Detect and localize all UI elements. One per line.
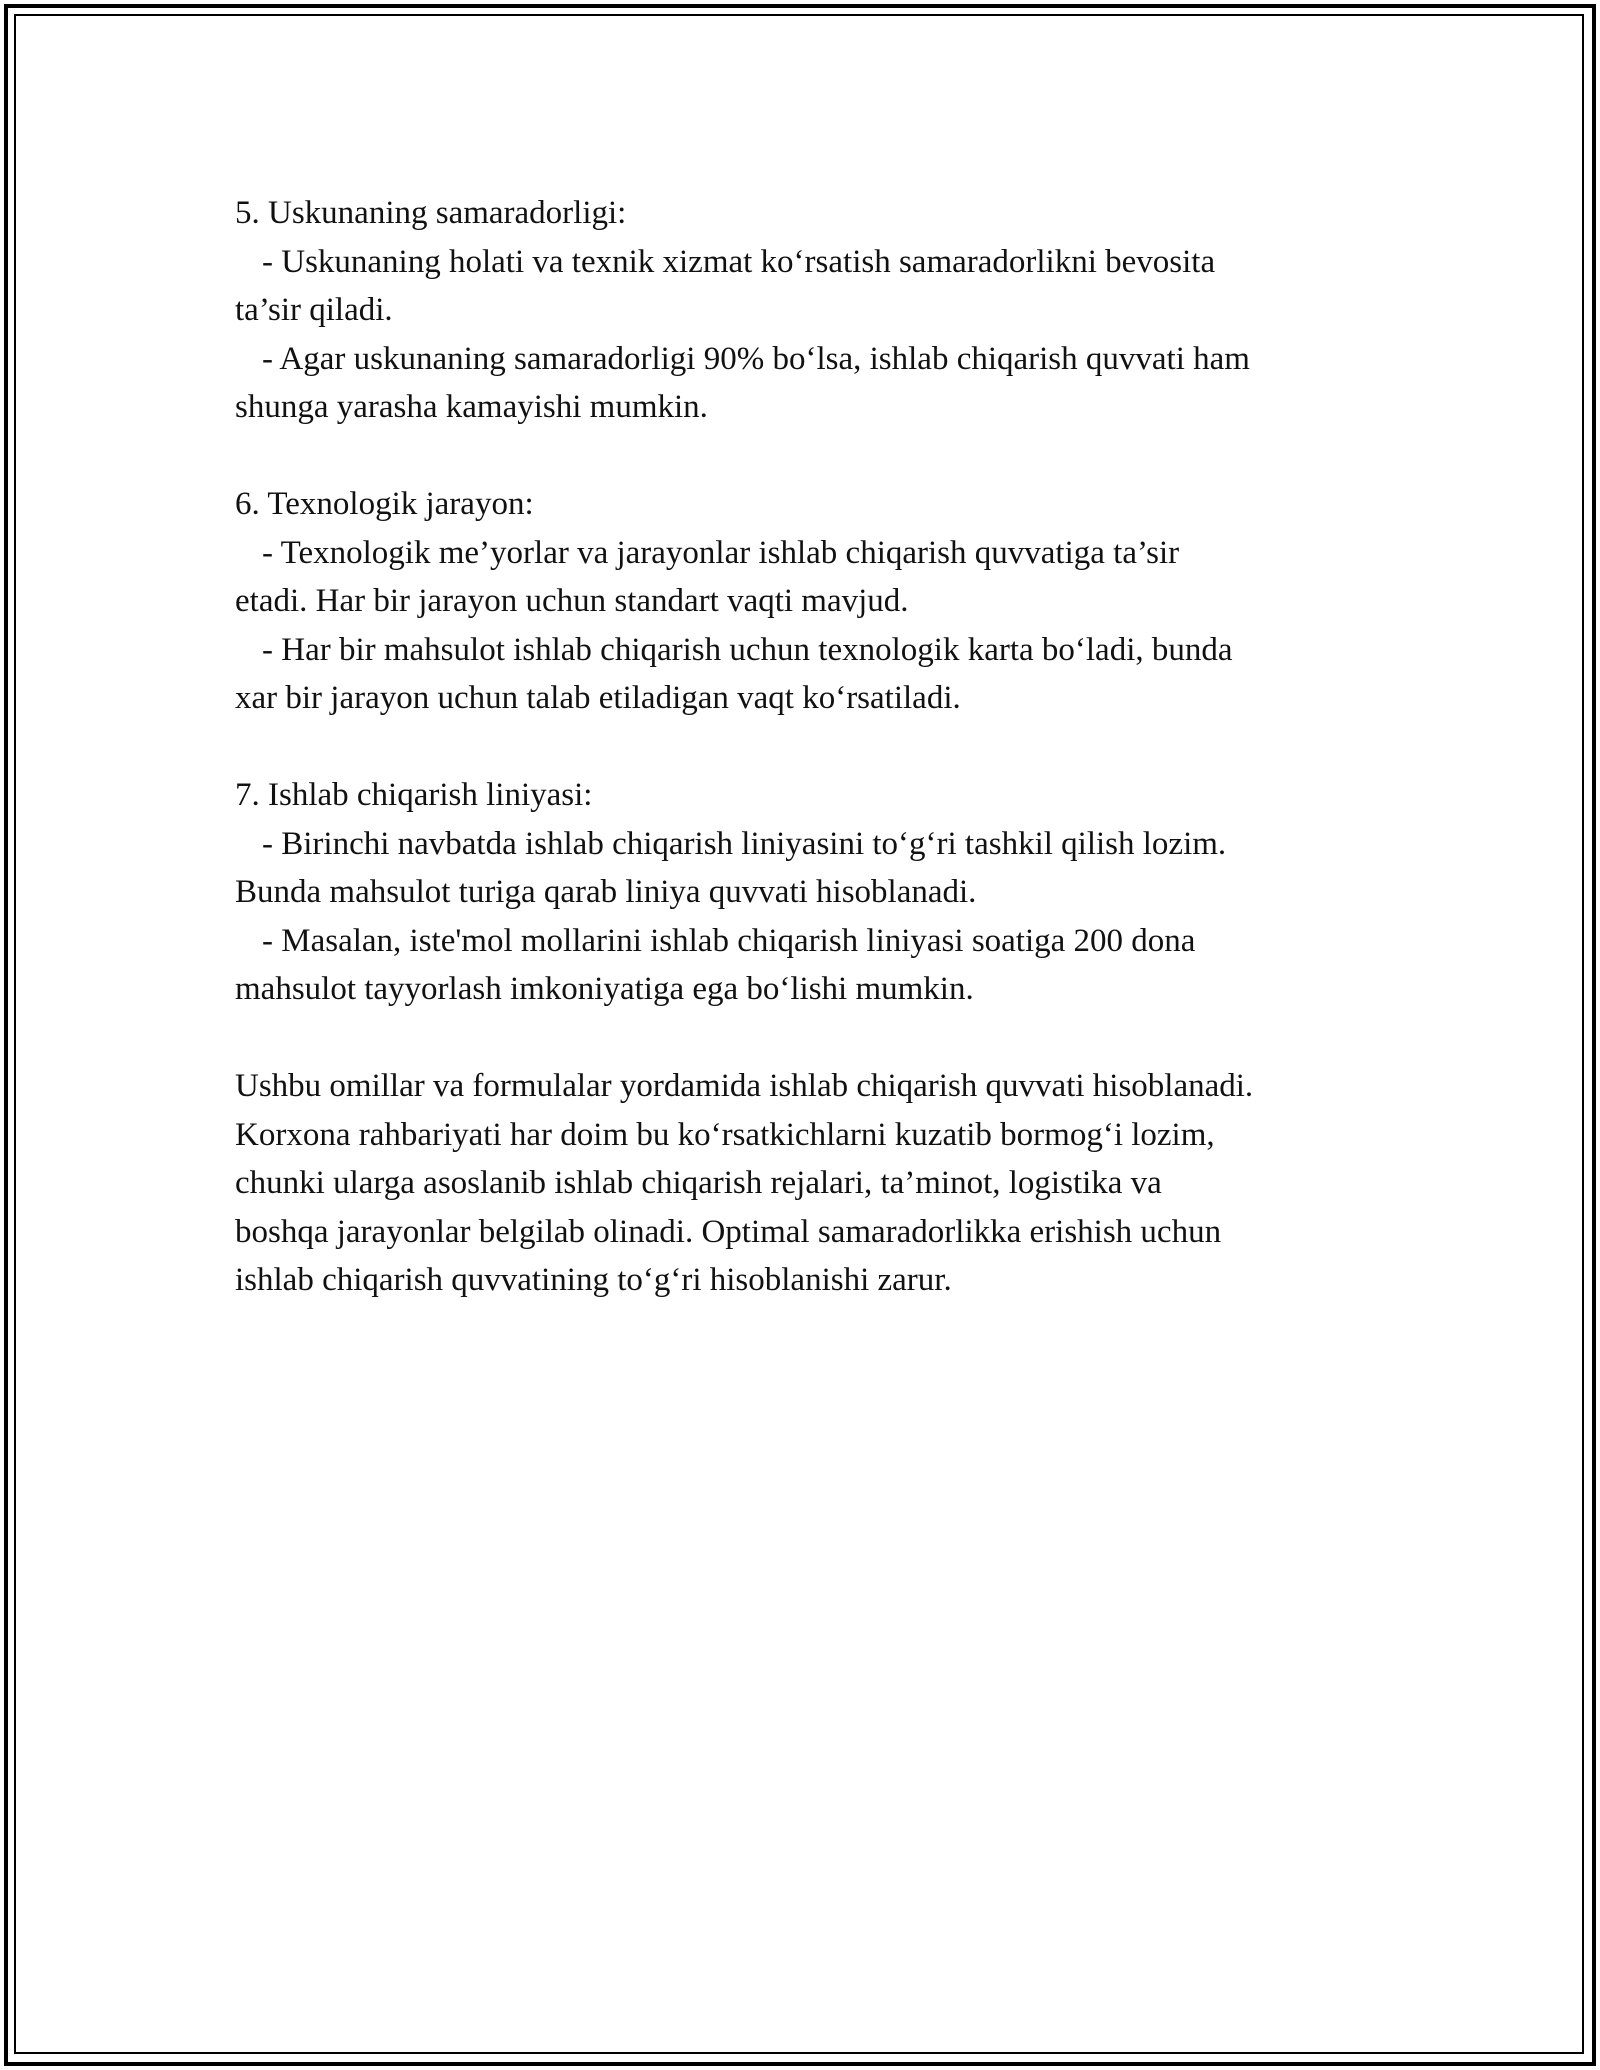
bullet-line: - Har bir mahsulot ishlab chiqarish uchun texnologik karta bo‘ladi, bunda (262, 631, 1233, 668)
document-body (235, 189, 1385, 1353)
bullet-line: - Texnologik me’yorlar va jarayonlar ishlab chiqarish quvvatiga ta’sir (262, 534, 1180, 571)
bullet-line: - Agar uskunaning samaradorligi 90% bo‘lsa, ishlab chiqarish quvvati ham (262, 340, 1250, 377)
section-heading: 5. Uskunaning samaradorligi: (235, 195, 627, 231)
section-heading: 7. Ishlab chiqarish liniyasi: (235, 777, 593, 813)
continuation-line: xar bir jarayon uchun talab etiladigan vaqt ko‘rsatiladi. (235, 680, 961, 716)
bullet-line: - Birinchi navbatda ishlab chiqarish liniyasini to‘g‘ri tashkil qilish lozim. (262, 825, 1227, 862)
section-heading: 6. Texnologik jarayon: (235, 486, 534, 522)
section-technological-process (235, 480, 1385, 723)
conclusion-paragraph (235, 1062, 1385, 1305)
section-equipment-efficiency (235, 189, 1385, 432)
continuation-line: shunga yarasha kamayishi mumkin. (235, 389, 708, 425)
paragraph-line: boshqa jarayonlar belgilab olinadi. Optimal samaradorlikka erishish uchun (235, 1213, 1222, 1250)
paragraph-line: Ushbu omillar va formulalar yordamida ishlab chiqarish quvvati hisoblanadi. (235, 1068, 1254, 1104)
paragraph-line: chunki ularga asoslanib ishlab chiqarish rejalari, ta’minot, logistika va (235, 1165, 1162, 1201)
continuation-line: etadi. Har bir jarayon uchun standart vaqti mavjud. (235, 583, 909, 619)
continuation-line: Bunda mahsulot turiga qarab liniya quvvati hisoblanadi. (235, 874, 977, 910)
bullet-line: - Uskunaning holati va texnik xizmat ko‘rsatish samaradorlikni bevosita (262, 243, 1216, 280)
continuation-line: mahsulot tayyorlash imkoniyatiga ega bo‘lishi mumkin. (235, 971, 974, 1007)
bullet-line: - Masalan, iste'mol mollarini ishlab chiqarish liniyasi soatiga 200 dona (262, 922, 1196, 959)
continuation-line: ta’sir qiladi. (235, 292, 393, 328)
section-production-line (235, 771, 1385, 1014)
paragraph-line: Korxona rahbariyati har doim bu ko‘rsatkichlarni kuzatib bormog‘i lozim, (235, 1116, 1215, 1153)
paragraph-line: ishlab chiqarish quvvatining to‘g‘ri hisoblanishi zarur. (235, 1262, 952, 1298)
